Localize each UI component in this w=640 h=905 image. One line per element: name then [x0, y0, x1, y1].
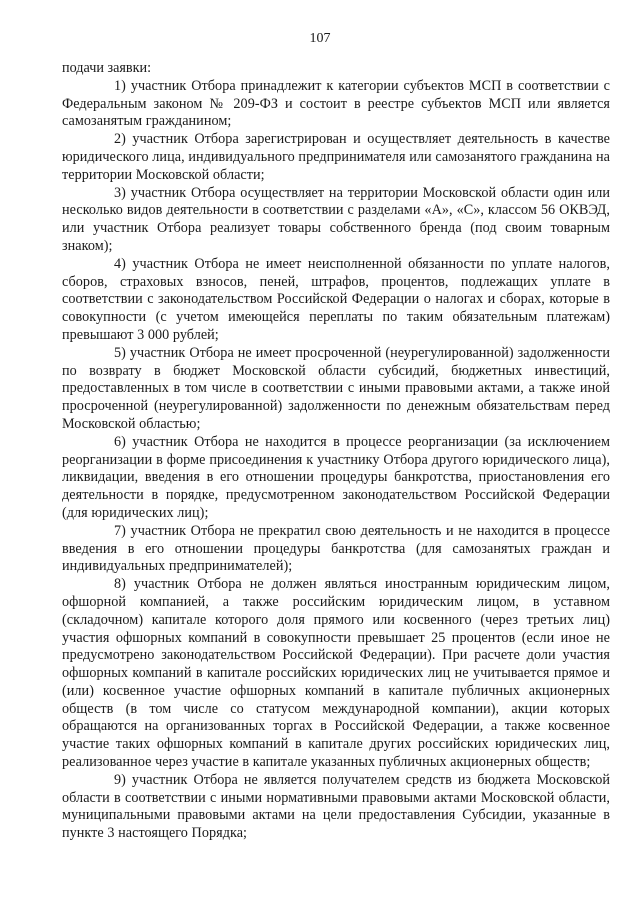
intro-line: подачи заявки: — [62, 60, 152, 76]
paragraph-8: 8) участник Отбора не должен являться иностранным юридическим лицом, офшорной компанией, а также российским юридическим лицом, в уставном (складочном) капитале которого доля прямого или косвенного (через третьих лиц) участия офшорных компаний в совокупности превышает 25 процентов (если иное не предусмотрено законодательством Российской Федерации). При расчете доли участия офшорных компаний в капитале российских юридических лиц не учитывается прямое и (или) косвенное участие офшорных компаний в капитале публичных акционерных обществ (в том числе со статусом международной компании), акции которых обращаются на организованных торгах в Российской Федерации, а также косвенное участие таких офшорных компаний в капитале других российских юридических лиц, реализованное через участие в капитале указанных публичных акционерных обществ; — [62, 576, 610, 771]
paragraph-4: 4) участник Отбора не имеет неисполненной обязанности по уплате налогов, сборов, страховых взносов, пеней, штрафов, процентов, подлежащих уплате в соответствии с законодательством Российской Федерации о налогах и сборах, которые в совокупности (с учетом имеющейся переплаты по таким обязательным платежам) превышают 3 000 рублей; — [62, 255, 610, 343]
paragraph-9: 9) участник Отбора не является получателем средств из бюджета Московской области в соответствии с иными нормативными правовыми актами Московской области, муниципальными правовыми актами на цели предоставления Субсидии, указанные в пункте 3 настоящего Порядка; — [62, 771, 610, 842]
paragraph-1: 1) участник Отбора принадлежит к категории субъектов МСП в соответствии с Федеральным законом № 209-ФЗ и состоит в реестре субъектов МСП или является самозанятым гражданином; — [62, 77, 610, 130]
paragraph-6: 6) участник Отбора не находится в процессе реорганизации (за исключением реорганизации в форме присоединения к участнику Отбора другого юридического лица), ликвидации, введения в его отношении процедуры банкротства, приостановления его деятельности в порядке, предусмотренном законодательством Российской Федерации (для юридических лиц); — [62, 433, 610, 521]
paragraph-3: 3) участник Отбора осуществляет на территории Московской области один или несколько видов деятельности в соответствии с разделами «А», «С», классом 56 ОКВЭД, или участник Отбора реализует товары собственного бренда (под своим товарным знаком); — [62, 184, 610, 254]
paragraph-2: 2) участник Отбора зарегистрирован и осуществляет деятельность в качестве юридического лица, индивидуального предпринимателя или самозанятого гражданина на территории Московской области; — [62, 131, 610, 183]
paragraph-5: 5) участник Отбора не имеет просроченной (неурегулированной) задолженности по возврату в бюджет Московской области субсидий, бюджетных инвестиций, предоставленных в том числе в соответствии с иными правовыми актами, а также иной просроченной (неурегулированной) задолженности по денежным обязательствам перед Московской областью; — [62, 344, 610, 432]
paragraph-7: 7) участник Отбора не прекратил свою деятельность и не находится в процессе введения в его отношении процедуры банкротства (для самозанятых граждан и индивидуальных предпринимателей); — [62, 522, 610, 575]
page-number: 107 — [309, 31, 331, 46]
document-body — [62, 60, 610, 843]
